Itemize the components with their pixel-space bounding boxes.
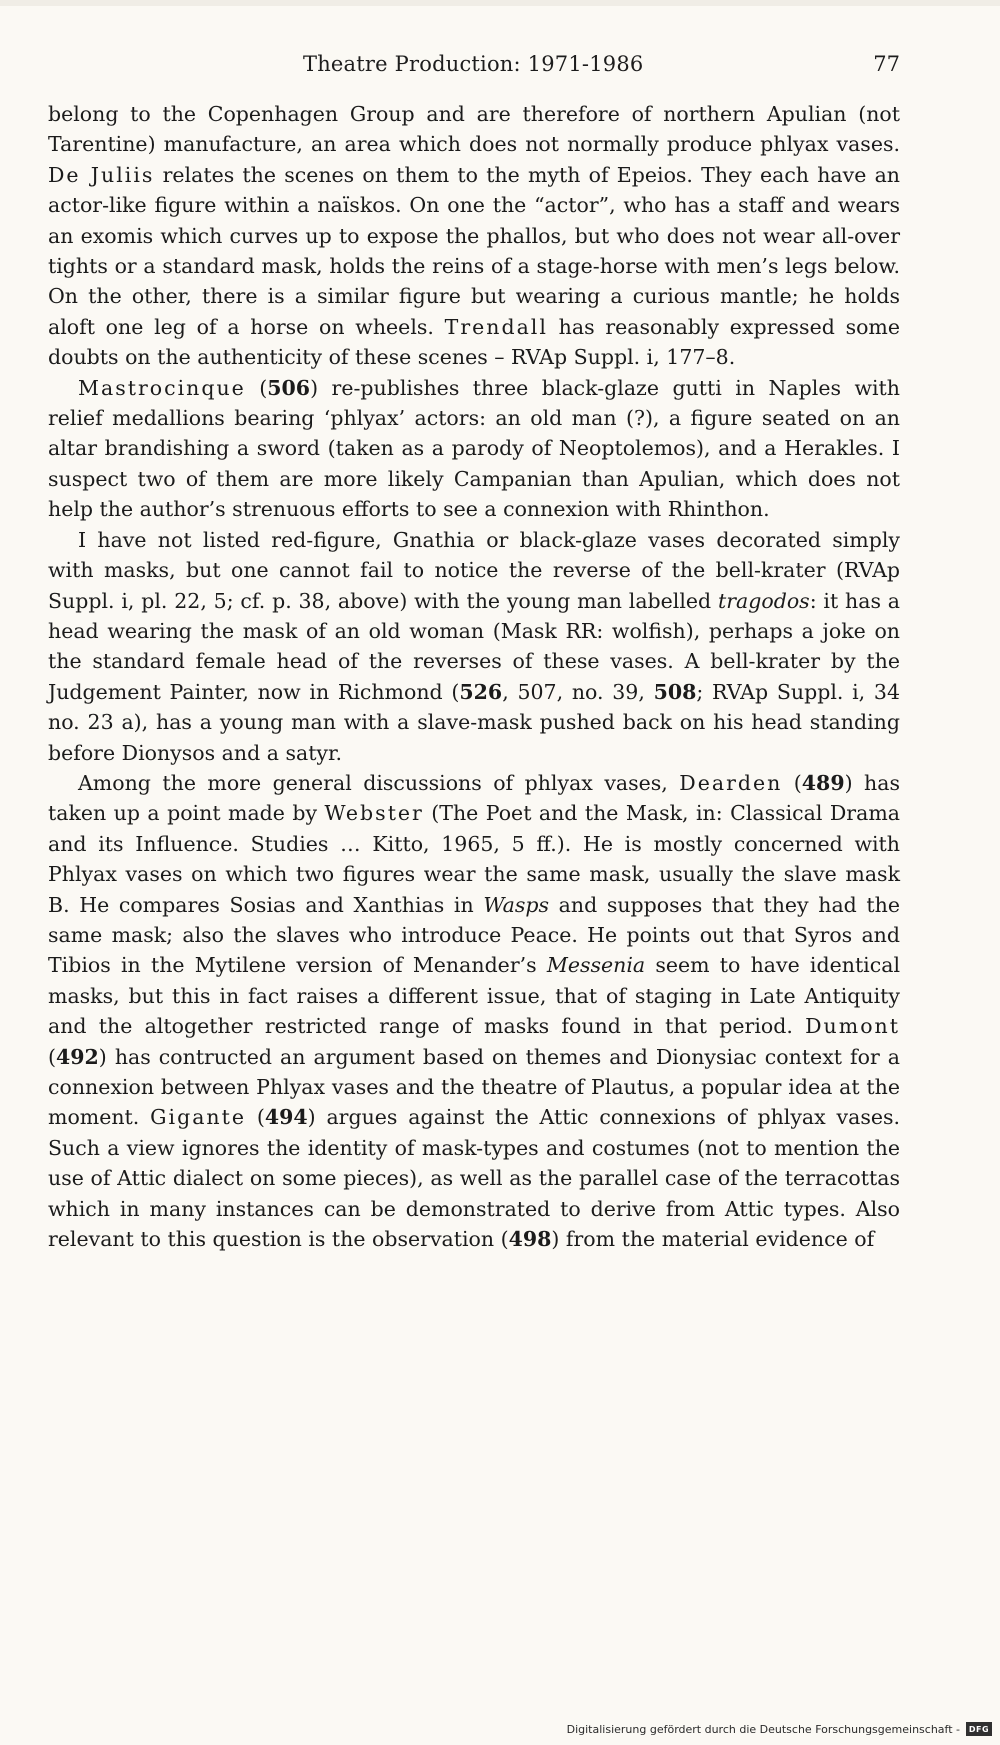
text-run: (	[245, 375, 268, 400]
text-run: relates the scenes on them to the myth of Epeios. They each have an actor-like figure within a naïskos. On one the “actor”, who has a staff and wears an exomis which curves up to expose the phallos, but who does not wear all-over tights or a standard mask, holds the reins of a stage-horse with men’s legs below. On the other, there is a similar figure but wearing a curious mantle; he holds aloft one leg of a horse on wheels.	[48, 162, 900, 339]
page-header	[48, 52, 900, 86]
author-name: Webster	[324, 801, 424, 826]
paragraph	[48, 768, 900, 1255]
author-name: Gigante	[150, 1105, 246, 1130]
author-name: De Juliis	[48, 162, 155, 187]
text-run: , 507, no. 39,	[502, 679, 654, 704]
catalogue-number: 492	[56, 1044, 99, 1069]
scan-edge	[0, 0, 1000, 6]
text-run: ) has contructed an argument based on themes and Dionysiac context for a connexion between Phlyax vases and the theatre of Plautus, a popular idea at the moment.	[48, 1044, 900, 1130]
text-run: ) has taken up a point made by	[48, 770, 900, 826]
catalogue-number: 494	[264, 1105, 308, 1130]
text-run: has reasonably expressed some doubts on the authenticity of these scenes – RVAp Suppl. i, 177–8.	[48, 314, 900, 370]
author-name: Trendall	[444, 314, 548, 339]
text-run: ) re-publishes three black-glaze gutti in Naples with relief medallions bearing ‘phlyax’ actors: an old man (?), a figure seated on an altar brandishing a sword (taken as a parody of Neoptolemos), and a Herakles. I suspect two of them are more likely Campanian than Apulian, which does not help the author’s strenuous efforts to see a connexion with Rhinthon.	[48, 375, 900, 522]
text-run: and supposes that they had the same mask; also the slaves who introduce Peace. He points out that Syros and Tibios in the Mytilene version of Menander’s	[48, 892, 900, 978]
author-name: Dumont	[805, 1014, 900, 1039]
catalogue-number: 526	[459, 679, 503, 704]
catalogue-number: 506	[267, 375, 311, 400]
body-text	[48, 99, 900, 1254]
text-run: seem to have identical masks, but this in fact raises a different issue, that of staging in Late Antiquity and the altogether restricted range of masks found in that period.	[48, 953, 901, 1039]
text-run: belong to the Copenhagen Group and are therefore of northern Apulian (not Tarentine) manufacture, an area which does not normally produce phlyax vases.	[48, 102, 900, 157]
italic-title: tragodos	[717, 588, 810, 613]
text-run: (	[246, 1105, 265, 1130]
paragraph	[48, 373, 900, 525]
catalogue-number: 498	[508, 1227, 552, 1252]
dfg-logo-icon: DFG	[966, 1722, 992, 1736]
paragraph	[48, 99, 900, 373]
catalogue-number: 489	[801, 770, 845, 795]
author-name: Dearden	[679, 770, 783, 795]
text-run: Among the more general discussions of phlyax vases,	[78, 770, 680, 795]
catalogue-number: 508	[653, 679, 697, 704]
italic-title: Wasps	[483, 892, 550, 917]
text-run: (	[782, 770, 802, 795]
text-run: ) argues against the Attic connexions of phlyax vases. Such a view ignores the identity of mask-types and costumes (not to mention the use of Attic dialect on some pieces), as well as the parallel case of the terracottas which in many instances can be demonstrated to derive from Attic types. Also relevant to this question is the observation (	[48, 1105, 901, 1252]
italic-title: Messenia	[546, 953, 646, 978]
text-run: : it has a head wearing the mask of an old woman (Mask RR: wolfish), perhaps a joke on the standard female head of the reverses of these vases. A bell-krater by the Judgement Painter, now in Richmond (	[48, 588, 900, 704]
digitization-credit	[567, 1721, 992, 1737]
text-run: ) from the material evidence of	[551, 1227, 875, 1252]
running-title: Theatre Production: 1971-1986	[303, 52, 644, 76]
text-run: ; RVAp Suppl. i, 34 no. 23 a), has a young man with a slave-mask pushed back on his head standing before Dionysos and a satyr.	[48, 679, 901, 765]
paragraph	[48, 525, 900, 768]
credit-text: Digitalisierung gefördert durch die Deutsche Forschungsgemeinschaft -	[566, 1722, 960, 1736]
text-run: I have not listed red-figure, Gnathia or black-glaze vases decorated simply with masks, but one cannot fail to notice the reverse of the bell-krater (RVAp Suppl. i, pl. 22, 5; cf. p. 38, above) with the young man labelled	[48, 527, 900, 613]
text-run: (The Poet and the Mask, in: Classical Drama and its Influence. Studies … Kitto, 1965, 5 ff.). He is mostly concerned with Phlyax vases on which two figures wear the same mask, usually the slave mask B. He compares Sosias and Xanthias in	[48, 801, 900, 917]
page-number: 77	[873, 52, 900, 76]
author-name: Mastrocinque	[78, 375, 246, 400]
text-run: (	[48, 1044, 56, 1069]
